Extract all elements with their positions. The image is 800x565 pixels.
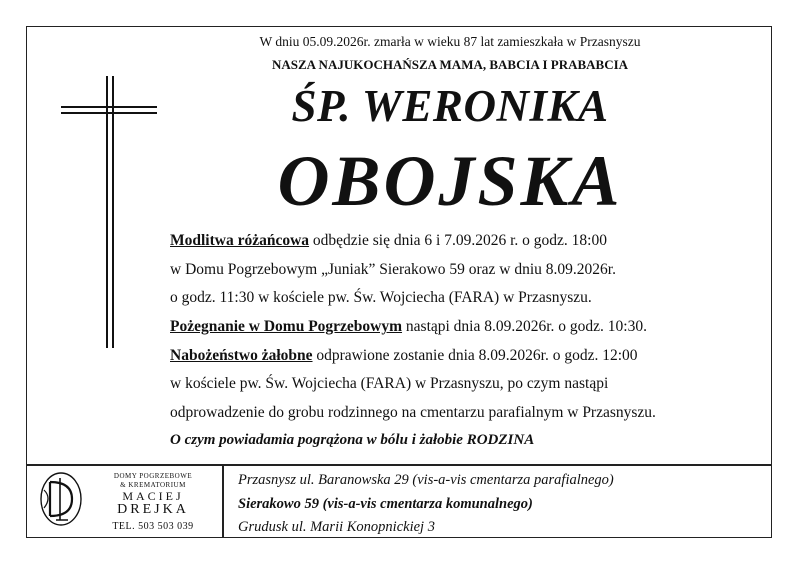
address-grudusk: Grudusk ul. Marii Konopnickiej 3 <box>238 519 435 535</box>
detail-line: w Domu Pogrzebowym „Juniak” Sierakowo 59 oraz w dniu 8.09.2026r. <box>170 260 616 278</box>
cross-vertical-bar <box>106 76 108 348</box>
address-przasnysz: Przasnysz ul. Baranowska 29 (vis-a-vis cmentarza parafialnego) <box>238 472 614 488</box>
detail-line <box>170 227 760 256</box>
mass-text: odprawione zostanie dnia 8.09.2026r. o godz. 12:00 <box>312 346 638 364</box>
subtitle: NASZA NAJUKOCHAŃSZA MAMA, BABCIA I PRABABCIA <box>271 57 629 72</box>
deceased-first-name: ŚP. WERONIKA <box>291 81 609 131</box>
detail-line: odprowadzenie do grobu rodzinnego na cmentarzu parafialnym w Przasnyszu. <box>170 404 656 422</box>
logo-line: DOMY POGRZEBOWE <box>113 472 193 480</box>
farewell-text: nastąpi dnia 8.09.2026r. o godz. 10:30. <box>402 318 647 336</box>
intro-text: W dniu 05.09.2026r. zmarła w wieku 87 lat zamieszkała w Przasnyszu <box>259 34 641 49</box>
mass-heading: Nabożeństwo żałobne <box>170 346 313 364</box>
ceremony-details <box>170 227 760 428</box>
detail-line: w kościele pw. Św. Wojciecha (FARA) w Przasnyszu, po czym nastąpi <box>170 375 609 393</box>
address-sierakowo: Sierakowo 59 (vis-a-vis cmentarza komunalnego) <box>238 496 533 512</box>
footer-divider <box>26 464 772 466</box>
detail-line <box>170 342 760 371</box>
deceased-surname: OBOJSKA <box>277 141 623 221</box>
cross-horizontal-bar <box>61 112 157 114</box>
cross-vertical-bar <box>112 76 114 348</box>
detail-line <box>170 313 760 342</box>
farewell-heading: Pożegnanie w Domu Pogrzebowym <box>170 318 403 336</box>
footer-vertical-divider <box>222 464 224 538</box>
logo-line: & KREMATORIUM <box>120 481 186 489</box>
closing-line: O czym powiadamia pogrążona w bólu i żałobie RODZINA <box>170 432 535 448</box>
logo-name: DREJKA <box>117 502 189 517</box>
logo-phone: TEL. 503 503 039 <box>112 521 194 532</box>
rosary-text: odbędzie się dnia 6 i 7.09.2026 r. o godz. 18:00 <box>309 232 607 249</box>
logo-name: MACIEJ <box>122 489 184 503</box>
detail-line: o godz. 11:30 w kościele pw. Św. Wojciecha (FARA) w Przasnyszu. <box>170 289 592 307</box>
cross-horizontal-bar <box>61 106 157 108</box>
rosary-heading: Modlitwa różańcowa <box>170 232 310 249</box>
funeral-home-logo-icon <box>38 470 84 528</box>
